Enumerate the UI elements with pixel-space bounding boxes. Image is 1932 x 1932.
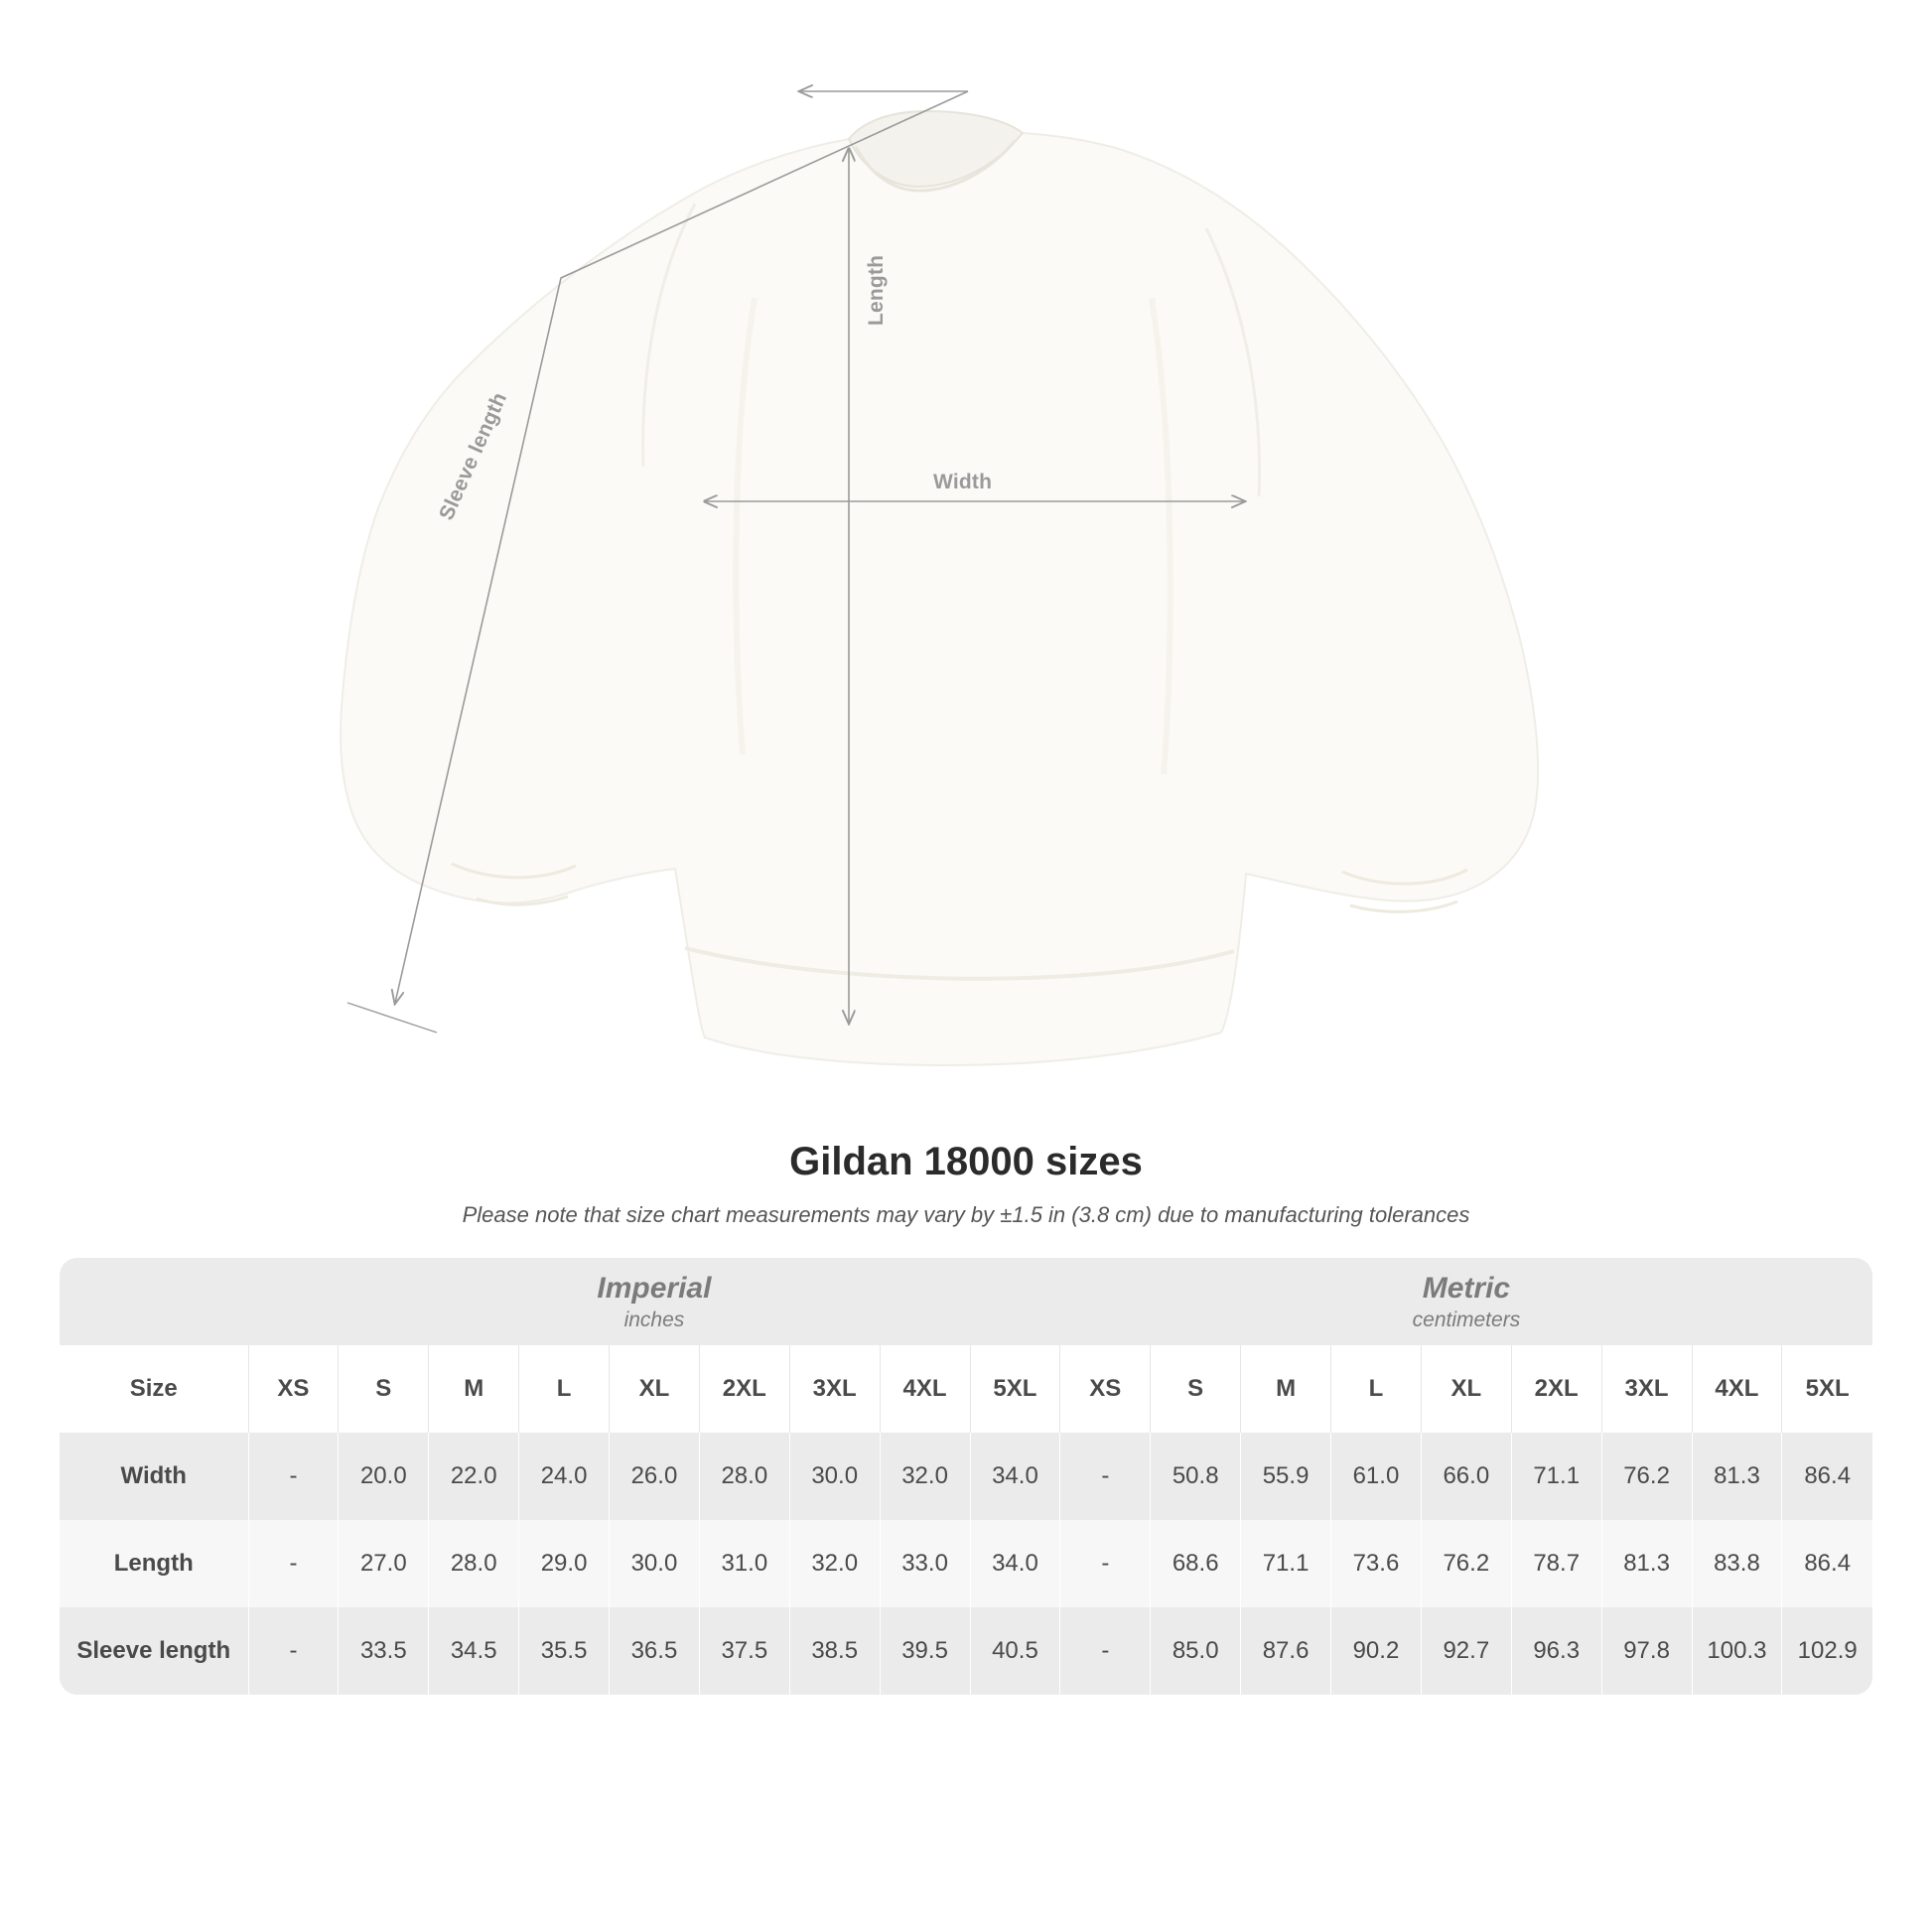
row-label: Sleeve length [60, 1607, 248, 1695]
size-table-wrapper [60, 1258, 1872, 1695]
measurement-cell: 35.5 [519, 1607, 610, 1695]
measurement-cell: 37.5 [699, 1607, 789, 1695]
system-header-spacer [60, 1258, 248, 1345]
measurement-cell: 81.3 [1692, 1433, 1782, 1520]
measurement-cell: 86.4 [1782, 1520, 1872, 1607]
measurement-cell: - [248, 1433, 339, 1520]
table-row [60, 1433, 1872, 1520]
measurement-cell: 102.9 [1782, 1607, 1872, 1695]
size-column-header: 3XL [789, 1345, 880, 1433]
measurement-cell: 34.0 [970, 1433, 1060, 1520]
measurement-cell: - [1060, 1520, 1151, 1607]
measurement-cell: 96.3 [1511, 1607, 1601, 1695]
measurement-cell: 33.0 [880, 1520, 970, 1607]
measurement-cell: 83.8 [1692, 1520, 1782, 1607]
size-column-header: XS [248, 1345, 339, 1433]
measurement-cell: 33.5 [339, 1607, 429, 1695]
row-label: Width [60, 1433, 248, 1520]
measurement-cell: - [1060, 1607, 1151, 1695]
row-label: Length [60, 1520, 248, 1607]
measurement-cell: 76.2 [1421, 1520, 1511, 1607]
title-block [0, 1140, 1932, 1228]
size-column-header: L [1331, 1345, 1422, 1433]
measurement-cell: 68.6 [1151, 1520, 1241, 1607]
system-name-imperial: Imperial [597, 1271, 712, 1305]
size-column-header: M [1241, 1345, 1331, 1433]
table-row [60, 1607, 1872, 1695]
measurement-cell: 92.7 [1421, 1607, 1511, 1695]
measurement-cell: 34.5 [429, 1607, 519, 1695]
measurement-cell: 66.0 [1421, 1433, 1511, 1520]
system-header-imperial [248, 1258, 1060, 1345]
measurement-cell: 24.0 [519, 1433, 610, 1520]
table-header-row [60, 1345, 1872, 1433]
size-column-header: S [339, 1345, 429, 1433]
measurement-cell: - [1060, 1433, 1151, 1520]
size-column-header: 2XL [699, 1345, 789, 1433]
size-column-header: 4XL [1692, 1345, 1782, 1433]
size-column-header: L [519, 1345, 610, 1433]
measurement-cell: 78.7 [1511, 1520, 1601, 1607]
measurement-cell: 85.0 [1151, 1607, 1241, 1695]
measurement-cell: - [248, 1607, 339, 1695]
measurement-cell: 39.5 [880, 1607, 970, 1695]
measurement-cell: 81.3 [1601, 1520, 1692, 1607]
size-column-header: 2XL [1511, 1345, 1601, 1433]
system-unit-metric: centimeters [1412, 1309, 1521, 1332]
measurement-cell: 73.6 [1331, 1520, 1422, 1607]
measurement-cell: 38.5 [789, 1607, 880, 1695]
size-column-header: XL [1421, 1345, 1511, 1433]
measurement-cell: 27.0 [339, 1520, 429, 1607]
table-row [60, 1520, 1872, 1607]
measurement-cell: 97.8 [1601, 1607, 1692, 1695]
measurement-cell: - [248, 1520, 339, 1607]
measurement-cell: 26.0 [610, 1433, 700, 1520]
measurement-cell: 28.0 [429, 1520, 519, 1607]
measurement-cell: 36.5 [610, 1607, 700, 1695]
page-title: Gildan 18000 sizes [789, 1140, 1143, 1183]
size-column-header: 3XL [1601, 1345, 1692, 1433]
measurement-cell: 61.0 [1331, 1433, 1422, 1520]
measurement-cell: 87.6 [1241, 1607, 1331, 1695]
size-column-header: M [429, 1345, 519, 1433]
measurement-cell: 90.2 [1331, 1607, 1422, 1695]
measurement-cell: 40.5 [970, 1607, 1060, 1695]
measurement-cell: 30.0 [610, 1520, 700, 1607]
length-dimension-label: Length [865, 254, 888, 326]
measurement-cell: 22.0 [429, 1433, 519, 1520]
system-header-metric [1060, 1258, 1872, 1345]
size-column-header: S [1151, 1345, 1241, 1433]
measurement-cell: 34.0 [970, 1520, 1060, 1607]
measurement-cell: 29.0 [519, 1520, 610, 1607]
measurement-cell: 20.0 [339, 1433, 429, 1520]
measurement-cell: 32.0 [789, 1520, 880, 1607]
system-header-row [60, 1258, 1872, 1345]
measurement-cell: 55.9 [1241, 1433, 1331, 1520]
size-header-cell: Size [60, 1345, 248, 1433]
tolerance-note: Please note that size chart measurements may vary by ±1.5 in (3.8 cm) due to manufacturing tolerances [462, 1202, 1470, 1227]
measurement-cell: 31.0 [699, 1520, 789, 1607]
measurement-cell: 28.0 [699, 1433, 789, 1520]
size-table [60, 1258, 1872, 1695]
sleeve-length-dimension-label: Sleeve length [435, 388, 512, 524]
size-column-header: XS [1060, 1345, 1151, 1433]
measurement-cell: 86.4 [1782, 1433, 1872, 1520]
measurement-cell: 100.3 [1692, 1607, 1782, 1695]
size-column-header: XL [610, 1345, 700, 1433]
system-unit-imperial: inches [623, 1309, 685, 1332]
size-column-header: 5XL [970, 1345, 1060, 1433]
size-column-header: 4XL [880, 1345, 970, 1433]
sweatshirt-shape [341, 111, 1538, 1065]
measurement-cell: 30.0 [789, 1433, 880, 1520]
measurement-cell: 71.1 [1241, 1520, 1331, 1607]
system-name-metric: Metric [1422, 1271, 1511, 1305]
measurement-cell: 76.2 [1601, 1433, 1692, 1520]
measurement-cell: 71.1 [1511, 1433, 1601, 1520]
measurement-cell: 50.8 [1151, 1433, 1241, 1520]
size-column-header: 5XL [1782, 1345, 1872, 1433]
measurement-cell: 32.0 [880, 1433, 970, 1520]
width-dimension-label: Width [933, 471, 993, 493]
